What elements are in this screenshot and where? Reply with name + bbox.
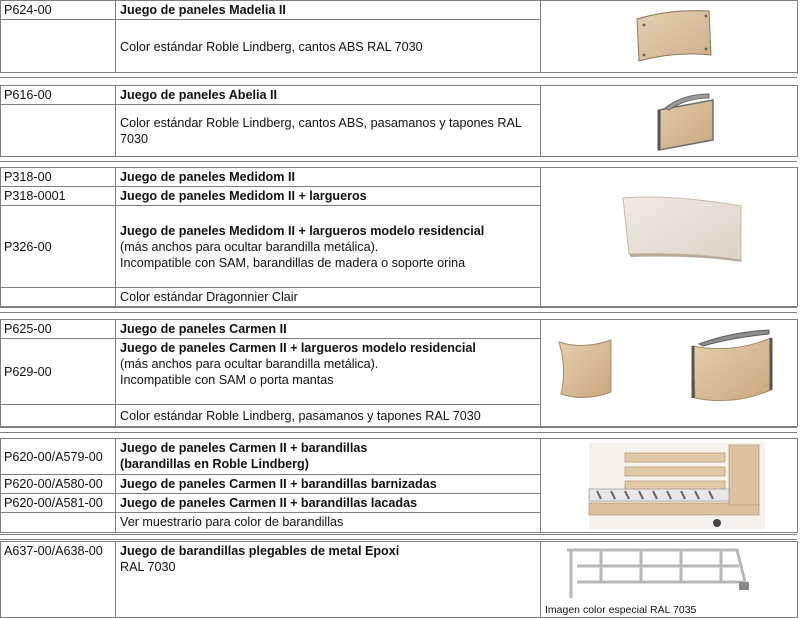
product-code: A637-00/A638-00 — [1, 542, 116, 618]
product-title-extra: (barandillas en Roble Lindberg) — [120, 457, 309, 471]
product-code: P629-00 — [1, 339, 116, 405]
wood-panel-abelia-icon — [541, 86, 798, 158]
product-description: RAL 7030 — [120, 560, 176, 574]
section-separator — [0, 534, 797, 540]
product-code — [1, 105, 116, 157]
product-image-cell — [541, 320, 798, 427]
product-image-cell — [541, 86, 798, 157]
product-title: Juego de paneles Abelia II — [116, 86, 541, 105]
product-note: (más anchos para ocultar barandilla metálica). — [120, 239, 379, 254]
section-madelia — [0, 0, 798, 74]
product-image-cell — [541, 1, 798, 74]
product-note: (más anchos para ocultar barandilla metálica). — [120, 357, 379, 371]
wood-panel-medidom-icon — [541, 168, 798, 308]
section-medidom — [0, 167, 798, 307]
product-code: P318-00 — [1, 168, 116, 187]
wood-panel-madelia-icon — [541, 1, 798, 72]
product-title-block — [116, 542, 541, 618]
section-metal-rails — [0, 541, 798, 618]
product-code — [1, 513, 116, 533]
product-description-block — [116, 206, 541, 288]
product-code: P326-00 — [1, 206, 116, 288]
section-separator — [0, 156, 797, 162]
product-image-cell — [541, 439, 798, 533]
product-description: Color estándar Roble Lindberg, cantos ABS, pasamanos y tapones RAL 7030 — [116, 105, 541, 157]
product-image-cell — [541, 168, 798, 307]
product-note: Incompatible con SAM, barandillas de madera o soporte orina — [120, 255, 466, 270]
product-description: Ver muestrario para color de barandillas — [116, 513, 541, 533]
section-separator — [0, 427, 797, 433]
product-title: Juego de paneles Madelia II — [116, 1, 541, 20]
product-code: P620-00/A580-00 — [1, 475, 116, 494]
product-title: Juego de paneles Carmen II + barandillas lacadas — [116, 494, 541, 513]
product-title: Juego de barandillas plegables de metal Epoxi — [120, 544, 400, 558]
wood-panels-carmen-icon — [541, 320, 798, 426]
product-title: Juego de paneles Medidom II — [116, 168, 541, 187]
section-abelia — [0, 85, 798, 157]
product-title: Juego de paneles Medidom II + largueros — [116, 187, 541, 206]
product-description-block — [116, 339, 541, 405]
product-code: P616-00 — [1, 86, 116, 105]
section-carmen-rails — [0, 438, 798, 533]
section-separator — [0, 307, 797, 313]
product-title: Juego de paneles Carmen II + barandillas — [120, 441, 368, 455]
image-caption: Imagen color especial RAL 7035 — [545, 604, 697, 616]
bed-with-wooden-rails-icon — [541, 439, 798, 533]
product-description: Color estándar Roble Lindberg, cantos ABS RAL 7030 — [116, 20, 541, 74]
product-code — [1, 405, 116, 427]
section-separator — [0, 72, 797, 78]
product-title: Juego de paneles Carmen II + barandillas barnizadas — [116, 475, 541, 494]
product-code: P625-00 — [1, 320, 116, 339]
product-code: P620-00/A579-00 — [1, 439, 116, 475]
product-title: Juego de paneles Medidom II + largueros modelo residencial — [120, 223, 485, 238]
section-carmen — [0, 319, 798, 427]
product-image-cell — [541, 542, 798, 618]
product-description: Color estándar Roble Lindberg, pasamanos y tapones RAL 7030 — [116, 405, 541, 427]
product-title: Juego de paneles Carmen II — [116, 320, 541, 339]
product-code: P620-00/A581-00 — [1, 494, 116, 513]
product-code: P624-00 — [1, 1, 116, 20]
product-code — [1, 288, 116, 307]
product-code — [1, 20, 116, 74]
product-title-block — [116, 439, 541, 475]
product-description: Color estándar Dragonnier Clair — [116, 288, 541, 307]
product-note: Incompatible con SAM o porta mantas — [120, 373, 334, 387]
product-code: P318-0001 — [1, 187, 116, 206]
product-title: Juego de paneles Carmen II + largueros modelo residencial — [120, 341, 476, 355]
